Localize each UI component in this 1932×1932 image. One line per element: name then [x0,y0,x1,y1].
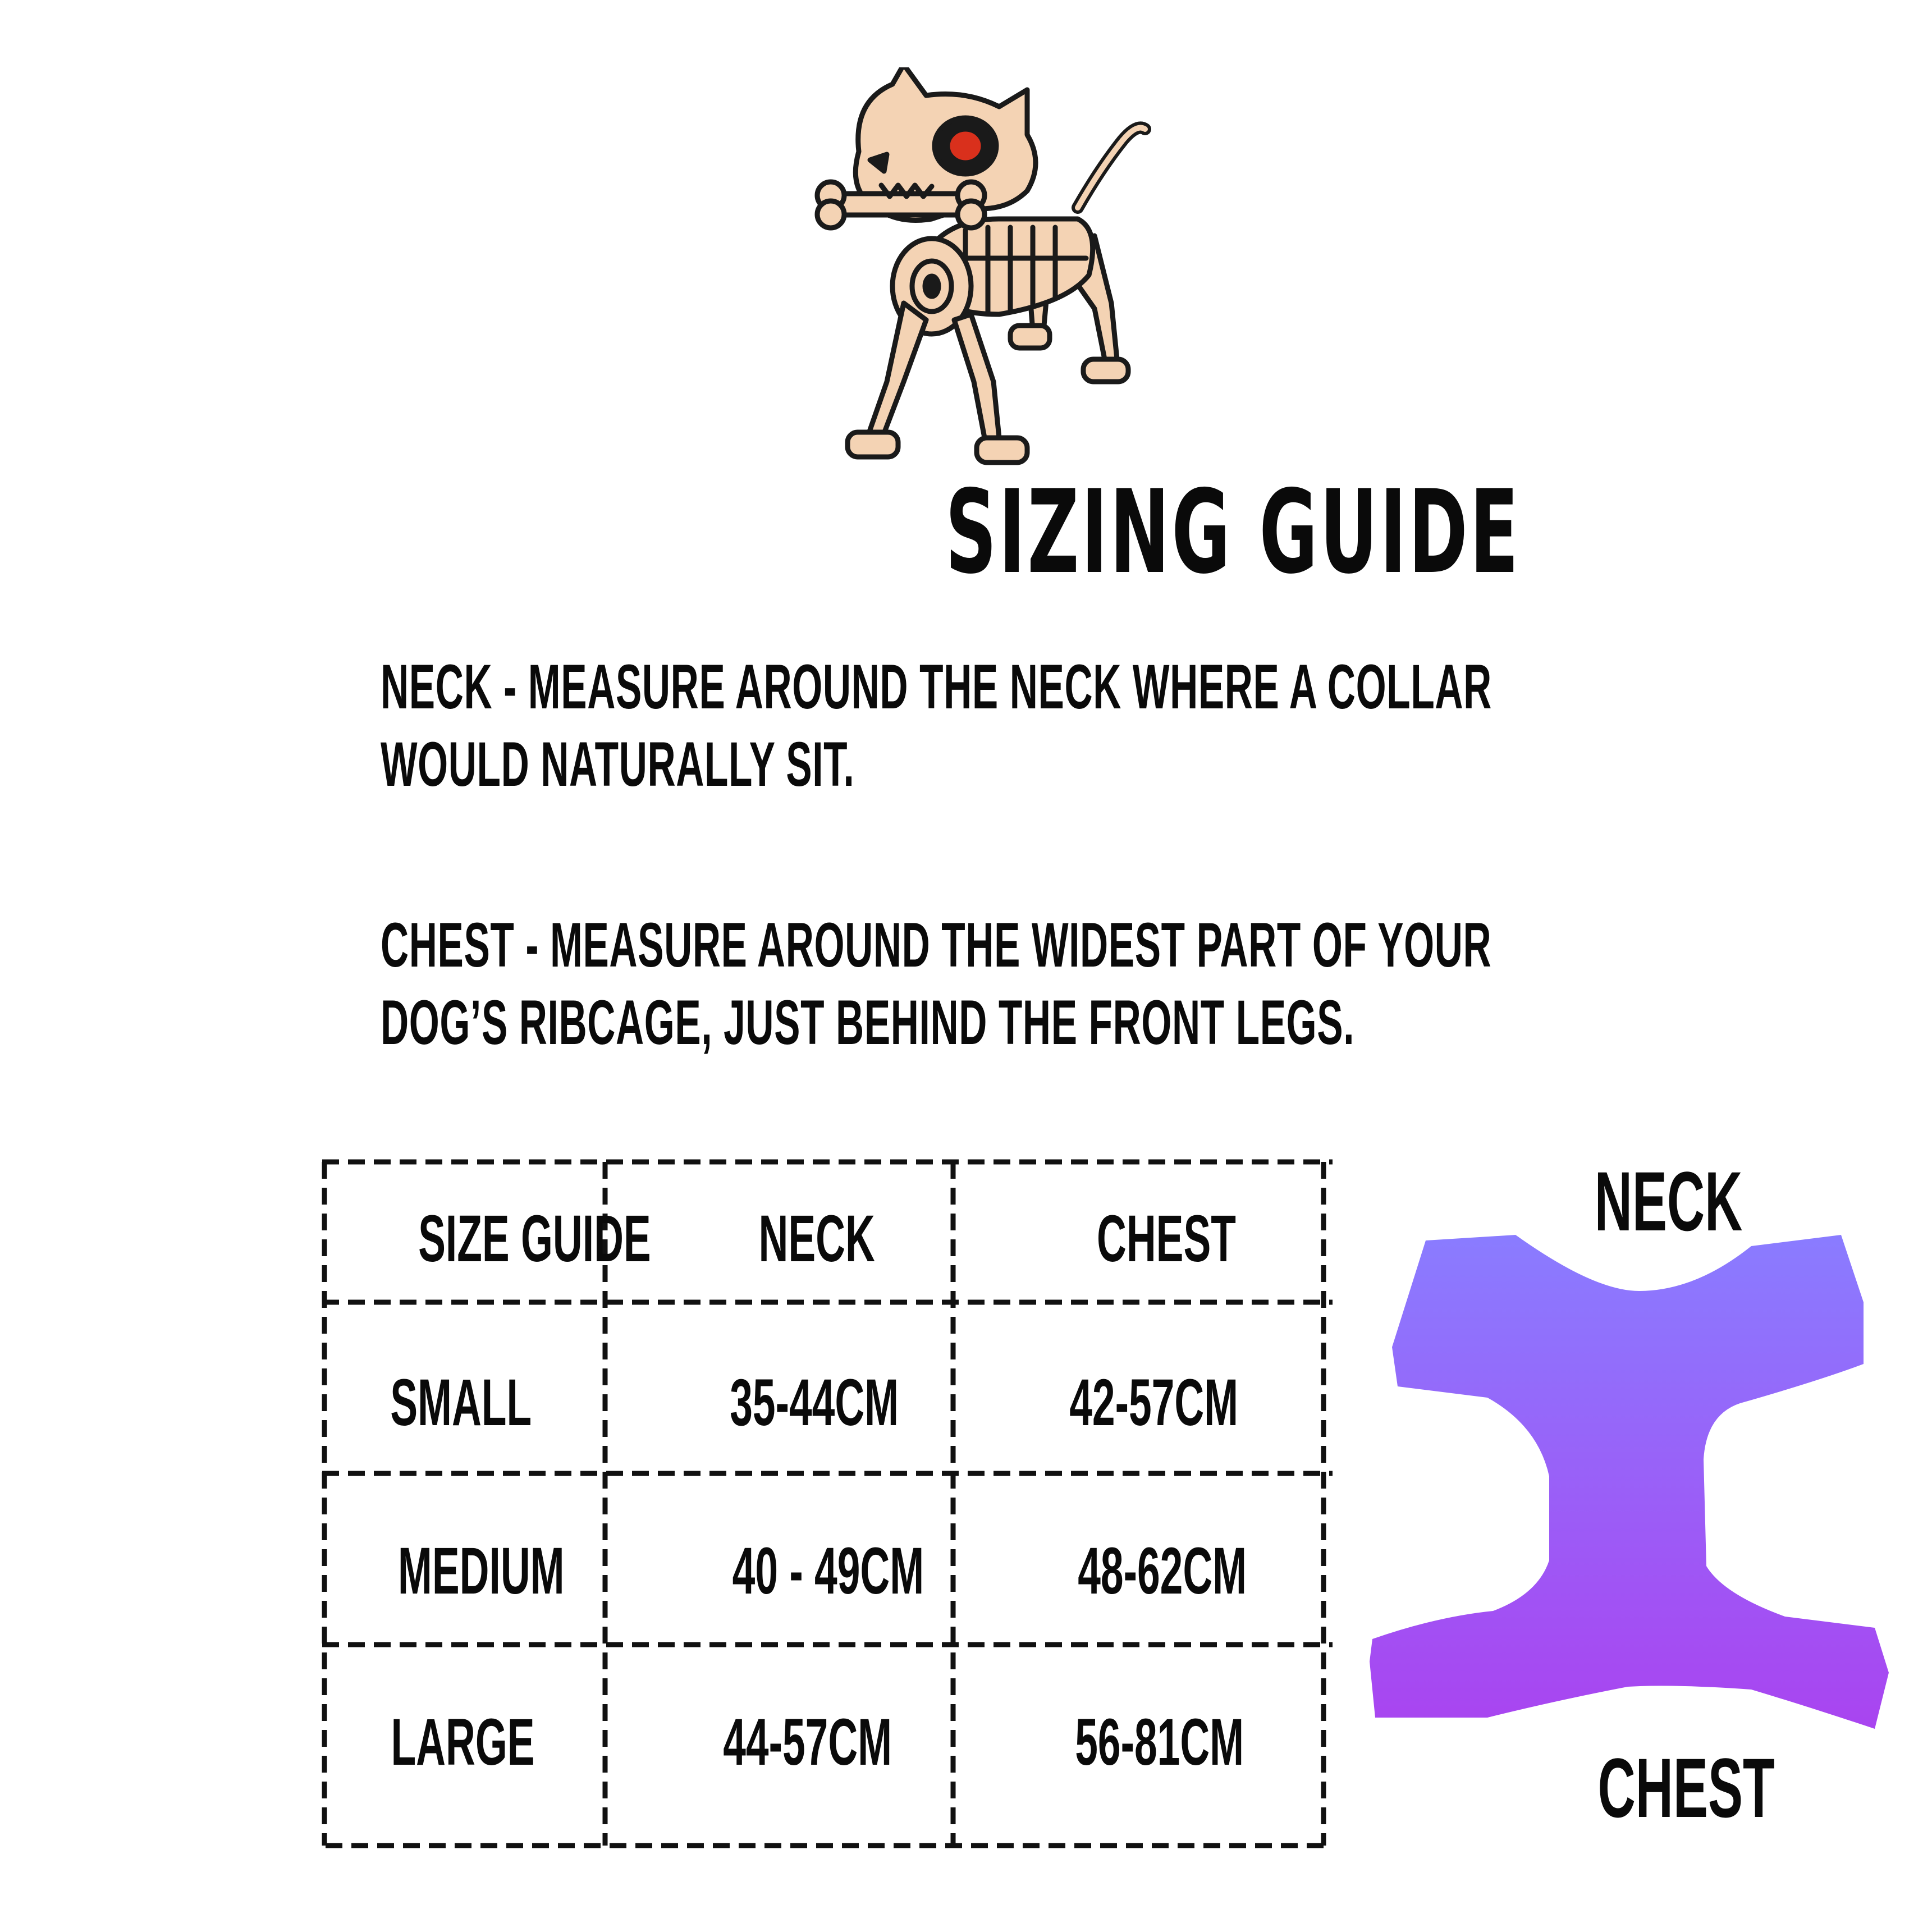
header-chest: CHEST [1096,1202,1236,1276]
harness-neck-label: NECK [1594,1154,1743,1248]
harness-chest-label: CHEST [1597,1741,1775,1835]
header-neck: NECK [758,1202,875,1276]
neck-instruction-line: NECK - MEASURE AROUND THE NECK WHERE A COLLAR [381,652,1492,722]
chest-instruction [381,907,1491,1061]
harness-icon [1358,1224,1908,1774]
row-medium-size: MEDIUM [397,1534,565,1608]
row-small-neck: 35-44CM [730,1366,899,1440]
chest-instruction-line: DOG’S RIBCAGE, JUST BEHIND THE FRONT LEGS. [381,987,1355,1057]
chest-instruction-line: CHEST - MEASURE AROUND THE WIDEST PART OF YOUR [381,910,1492,980]
header-size-guide: SIZE GUIDE [418,1202,651,1276]
row-large-neck: 44-57CM [723,1705,892,1779]
harness-diagram [1358,1134,1908,1847]
neck-instruction-line: WOULD NATURALLY SIT. [381,729,855,799]
row-medium-neck: 40 - 49CM [732,1534,924,1608]
row-large-size: LARGE [391,1705,535,1779]
page-title: SIZING GUIDE [945,466,1521,599]
row-small-size: SMALL [390,1366,532,1440]
row-large-chest: 56-81CM [1075,1705,1244,1779]
neck-instruction [381,648,1492,803]
row-small-chest: 42-57CM [1069,1366,1239,1440]
skeleton-dog-logo [763,67,1190,471]
size-table [319,1156,1335,1852]
row-medium-chest: 48-62CM [1078,1534,1247,1608]
skeleton-dog-icon [763,67,1190,471]
